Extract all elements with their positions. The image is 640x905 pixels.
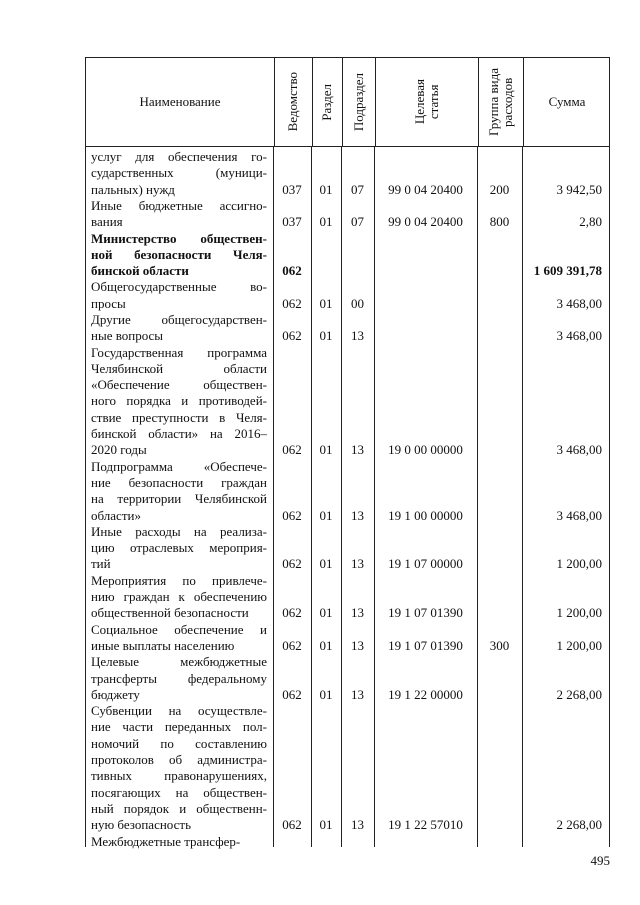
row-sum: 1 609 391,78 xyxy=(533,263,602,279)
row-name xyxy=(91,834,267,850)
row-podrazdel: 13 xyxy=(351,507,364,523)
row-sum: 2,80 xyxy=(579,214,602,230)
table-row xyxy=(85,459,610,524)
row-name-line: бинской области xyxy=(91,263,189,279)
row-name xyxy=(91,459,267,524)
row-razdel: 01 xyxy=(319,556,333,572)
row-name-line: Общегосударственные во- xyxy=(91,279,267,295)
row-name-line: Иные бюджетные ассигно- xyxy=(91,197,267,213)
row-podrazdel: 07 xyxy=(351,214,364,230)
row-vedomstvo: 037 xyxy=(282,181,302,197)
row-razdel: 01 xyxy=(319,328,333,344)
row-name xyxy=(91,524,267,573)
table-row xyxy=(85,573,610,622)
row-name xyxy=(91,312,267,345)
page-number: 495 xyxy=(590,853,610,868)
row-vedomstvo: 062 xyxy=(282,556,302,572)
row-sum: 3 468,00 xyxy=(556,328,602,344)
row-name xyxy=(91,573,267,622)
row-razdel: 01 xyxy=(319,295,333,311)
row-vedomstvo: 062 xyxy=(282,817,302,833)
row-vedomstvo: 062 xyxy=(282,507,302,523)
table-row xyxy=(85,345,610,459)
table-row xyxy=(85,198,610,231)
row-name-line: ствие преступности в Челя- xyxy=(91,409,267,425)
row-name-line: иные выплаты населению xyxy=(91,637,235,653)
row-target: 19 1 00 00000 xyxy=(388,507,463,523)
row-name-line: протоколов об администра- xyxy=(91,752,267,768)
row-podrazdel: 13 xyxy=(351,556,364,572)
row-podrazdel: 13 xyxy=(351,817,364,833)
row-name-line: просы xyxy=(91,295,126,311)
header-podrazdel: Подраздел xyxy=(350,72,366,132)
row-sum: 2 268,00 xyxy=(556,686,602,702)
row-target: 99 0 04 20400 xyxy=(388,181,463,197)
row-sum: 1 200,00 xyxy=(556,637,602,653)
header-name: Наименование xyxy=(139,94,221,109)
row-name xyxy=(91,279,267,312)
row-target: 19 1 22 00000 xyxy=(388,686,463,702)
row-name-line: бинской области» на 2016– xyxy=(91,426,267,442)
row-name-line: ние части переданных пол- xyxy=(91,719,267,735)
row-target: 99 0 04 20400 xyxy=(388,214,463,230)
row-podrazdel: 13 xyxy=(351,328,364,344)
row-group: 200 xyxy=(489,181,510,197)
row-name-line: посягающих на обществен- xyxy=(91,784,267,800)
header-sum: Сумма xyxy=(548,94,586,109)
row-name-line: Социальное обеспечение и xyxy=(91,621,267,637)
row-podrazdel: 13 xyxy=(351,686,364,702)
row-sum: 3 468,00 xyxy=(556,442,602,458)
row-name xyxy=(91,231,267,280)
row-name-line: Межбюджетные трансфер- xyxy=(91,833,241,849)
header-target: Целевая статья xyxy=(411,79,441,125)
row-podrazdel: 13 xyxy=(351,605,364,621)
header-vedomstvo: Ведомство xyxy=(285,72,300,132)
row-vedomstvo: 062 xyxy=(282,637,302,653)
table-row xyxy=(85,703,610,833)
row-name-line: Государственная программа xyxy=(91,344,267,360)
row-razdel: 01 xyxy=(319,817,333,833)
row-podrazdel: 07 xyxy=(351,181,364,197)
table-row xyxy=(85,231,610,280)
row-group: 800 xyxy=(489,214,510,230)
row-sum: 2 268,00 xyxy=(556,817,602,833)
row-razdel: 01 xyxy=(319,686,333,702)
row-target: 19 1 07 01390 xyxy=(388,605,463,621)
row-target: 19 1 07 00000 xyxy=(388,556,463,572)
row-name-line: Другие общегосударствен- xyxy=(91,312,267,327)
row-name-line: 2020 годы xyxy=(91,442,147,458)
row-name-line: ной безопасности Челя- xyxy=(91,246,267,262)
row-razdel: 01 xyxy=(319,181,333,197)
table-row xyxy=(85,279,610,312)
row-sum: 3 468,00 xyxy=(556,507,602,523)
row-sum: 3 942,50 xyxy=(556,181,602,197)
row-name-line: номочий по составлению xyxy=(91,735,267,751)
row-target: 19 1 07 01390 xyxy=(388,637,463,653)
row-name-line: Целевые межбюджетные xyxy=(91,654,267,670)
row-sum: 1 200,00 xyxy=(556,605,602,621)
row-vedomstvo: 062 xyxy=(282,686,302,702)
row-razdel: 01 xyxy=(319,605,333,621)
row-razdel: 01 xyxy=(319,442,333,458)
row-name-line: тий xyxy=(91,556,111,572)
row-name xyxy=(91,622,267,655)
row-name-line: области» xyxy=(91,507,141,523)
row-razdel: 01 xyxy=(319,507,333,523)
row-vedomstvo: 037 xyxy=(282,214,302,230)
row-vedomstvo: 062 xyxy=(282,295,302,311)
row-name-line: вания xyxy=(91,214,123,230)
row-name-line: ную безопасность xyxy=(91,817,192,833)
table-row xyxy=(85,622,610,655)
row-name xyxy=(91,149,267,198)
row-name-line: Челябинской области xyxy=(91,360,267,376)
row-target: 19 1 22 57010 xyxy=(388,817,463,833)
row-name-line: Подпрограмма «Обеспече- xyxy=(91,458,267,474)
row-vedomstvo: 062 xyxy=(282,263,302,279)
table-row xyxy=(85,654,610,703)
row-name-line: пальных) нужд xyxy=(91,181,175,197)
row-name-line: Мероприятия по привлече- xyxy=(91,572,267,588)
row-name-line: Субвенции на осуществле- xyxy=(91,703,267,719)
row-vedomstvo: 062 xyxy=(282,442,302,458)
row-name-line: ный порядок и общественн- xyxy=(91,800,267,816)
row-vedomstvo: 062 xyxy=(282,605,302,621)
row-name-line: ные вопросы xyxy=(91,328,164,344)
header-razdel: Раздел xyxy=(319,83,334,121)
table-row xyxy=(85,834,610,850)
row-vedomstvo: 062 xyxy=(282,328,302,344)
row-name-line: нию граждан к обеспечению xyxy=(91,589,267,605)
row-razdel: 01 xyxy=(319,214,333,230)
row-podrazdel: 00 xyxy=(351,295,364,311)
row-target: 19 0 00 00000 xyxy=(388,442,463,458)
row-name-line: «Обеспечение обществен- xyxy=(91,377,267,393)
row-name-line: услуг для обеспечения го- xyxy=(91,149,267,164)
row-sum: 3 468,00 xyxy=(556,295,602,311)
table-row xyxy=(85,149,610,198)
row-name-line: ние безопасности граждан xyxy=(91,474,267,490)
row-podrazdel: 13 xyxy=(351,637,364,653)
row-name-line: Иные расходы на реализа- xyxy=(91,523,267,539)
row-name-line: цию отраслевых мероприя- xyxy=(91,540,267,556)
row-name-line: ного порядка и противодей- xyxy=(91,393,267,409)
row-name xyxy=(91,654,267,703)
row-name-line: общественной безопасности xyxy=(91,605,249,621)
row-podrazdel: 13 xyxy=(351,442,364,458)
row-name-line: Министерство обществен- xyxy=(91,230,267,246)
table-row xyxy=(85,524,610,573)
row-name xyxy=(91,198,267,231)
table-header xyxy=(85,57,610,147)
row-name-line: тивных правонарушениях, xyxy=(91,768,267,784)
row-name-line: трансферты федеральному xyxy=(91,670,267,686)
row-group: 300 xyxy=(489,637,510,653)
row-razdel: 01 xyxy=(319,637,333,653)
header-group: Группа вида расходов xyxy=(485,68,515,136)
row-name xyxy=(91,703,267,833)
table-row xyxy=(85,312,610,345)
row-name-line: на территории Челябинской xyxy=(91,491,267,507)
row-name-line: сударственных (муници- xyxy=(91,165,267,181)
row-name-line: бюджету xyxy=(91,686,140,702)
row-name xyxy=(91,345,267,459)
row-sum: 1 200,00 xyxy=(556,556,602,572)
